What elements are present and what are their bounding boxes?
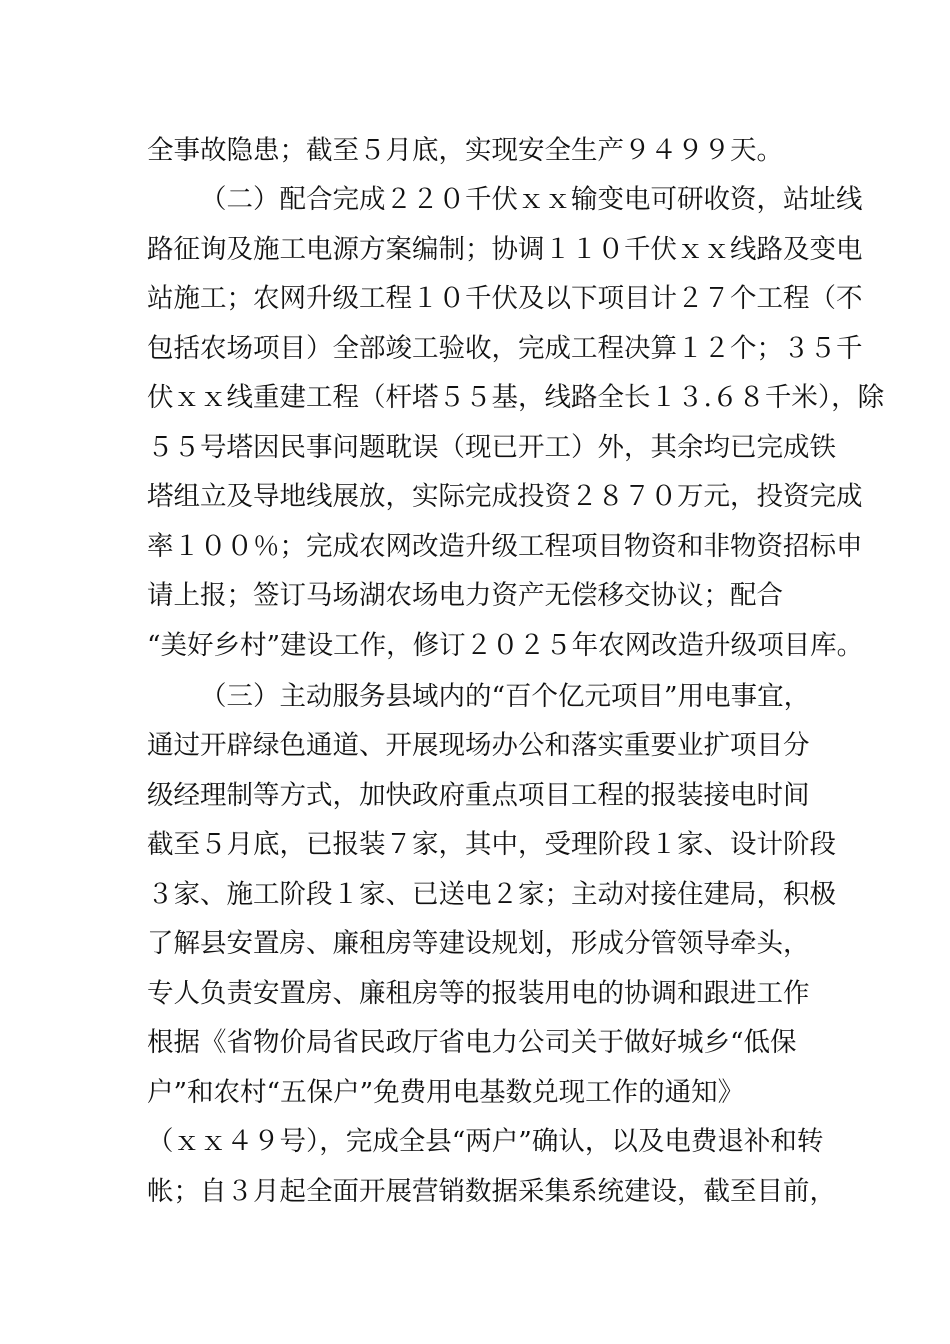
text-line-10: 请上报；签订马场湖农场电力资产无偿移交协议；配合: [147, 580, 783, 611]
text-line-1: 全事故隐患；截至５月底，实现安全生产９４９９天。: [147, 135, 783, 166]
text-line-14: 级经理制等方式，加快政府重点项目工程的报装接电时间: [147, 780, 810, 811]
text-line-3: 路征询及施工电源方案编制；协调１１０千伏ｘｘ线路及变电: [147, 234, 863, 265]
text-line-15: 截至５月底，已报装７家，其中，受理阶段１家、设计阶段: [147, 829, 836, 860]
text-line-21: （ｘｘ４９号），完成全县“两户”确认，以及电费退补和转: [147, 1126, 824, 1157]
text-line-7: ５５号塔因民事问题耽误（现已开工）外，其余均已完成铁: [147, 432, 836, 463]
text-line-20: 户”和农村“五保户”免费用电基数兑现工作的通知》: [147, 1077, 745, 1108]
text-line-17: 了解县安置房、廉租房等建设规划，形成分管领导牵头，: [147, 928, 810, 959]
text-line-12: （三）主动服务县域内的“百个亿元项目”用电事宜，: [200, 681, 811, 712]
text-line-9: 率１００％；完成农网改造升级工程项目物资和非物资招标申: [147, 531, 863, 562]
text-line-8: 塔组立及导地线展放，实际完成投资２８７０万元，投资完成: [147, 481, 863, 512]
text-line-18: 专人负责安置房、廉租房等的报装用电的协调和跟进工作: [147, 978, 810, 1009]
text-line-22: 帐；自３月起全面开展营销数据采集系统建设，截至目前，: [147, 1176, 836, 1207]
text-line-6: 伏ｘｘ线重建工程（杆塔５５基，线路全长１３.６８千米），除: [147, 382, 885, 413]
text-line-11: “美好乡村”建设工作，修订２０２５年农网改造升级项目库。: [147, 630, 864, 661]
text-line-16: ３家、施工阶段１家、已送电２家；主动对接住建局，积极: [147, 879, 836, 910]
text-line-13: 通过开辟绿色通道、开展现场办公和落实重要业扩项目分: [147, 730, 810, 761]
text-line-4: 站施工；农网升级工程１０千伏及以下项目计２７个工程（不: [147, 283, 863, 314]
text-line-2: （二）配合完成２２０千伏ｘｘ输变电可研收资，站址线: [200, 184, 863, 215]
text-line-5: 包括农场项目）全部竣工验收，完成工程决算１２个；３５千: [147, 333, 863, 364]
text-line-19: 根据《省物价局省民政厅省电力公司关于做好城乡“低保: [147, 1027, 797, 1058]
